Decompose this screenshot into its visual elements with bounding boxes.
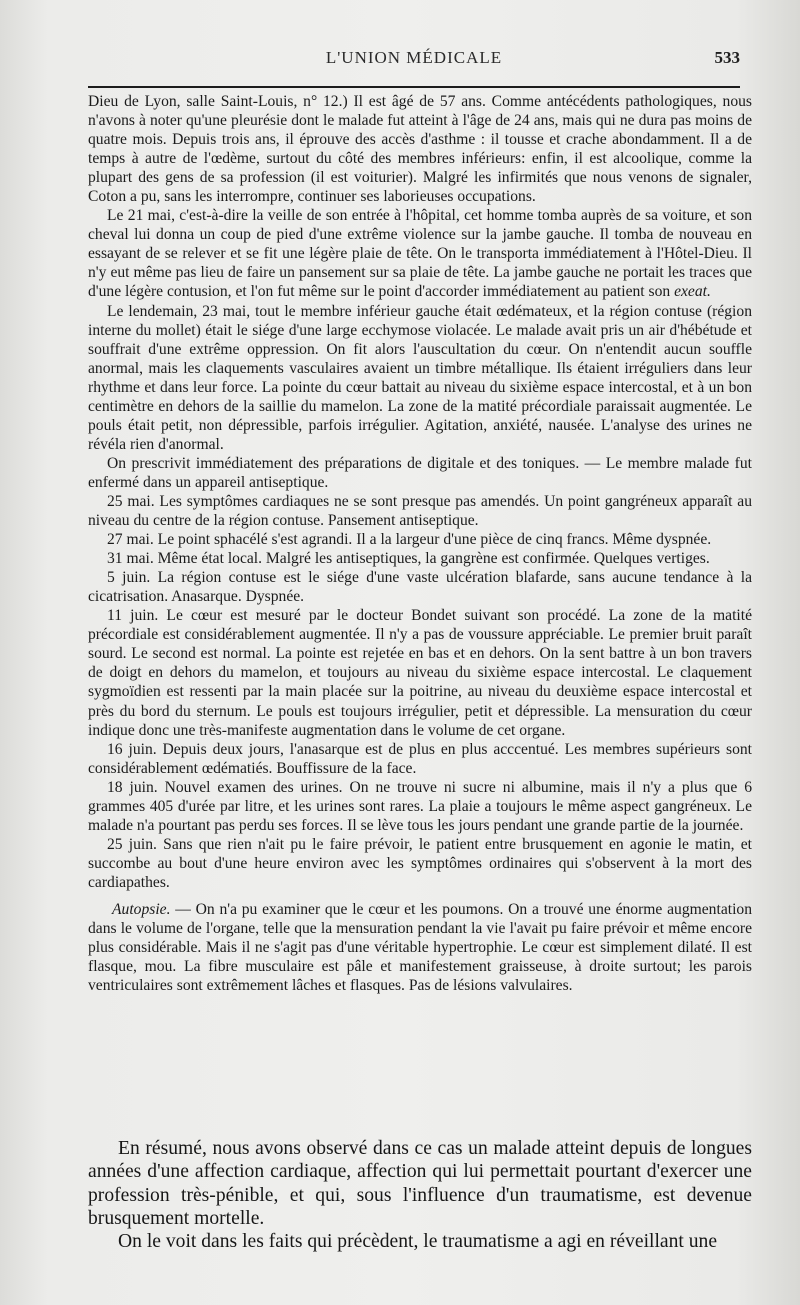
paragraph-may-31: 31 mai. Même état local. Malgré les antiseptiques, la gangrène est confirmée. Quelques vertiges. (107, 550, 710, 568)
paragraph-may-25: 25 mai. Les symptômes cardiaques ne se sont presque pas amendés. Un point gangréneux apparaît au niveau du centre de la région contuse. Pansement antiseptique. (88, 492, 752, 530)
summary-section (88, 1137, 752, 1253)
paragraph-june-16: 16 juin. Depuis deux jours, l'anasarque est de plus en plus acccentué. Les membres supérieurs sont considérablement œdématiés. Bouffissure de la face. (88, 740, 752, 777)
header-rule (88, 86, 740, 88)
paragraph-may-23: Le lendemain, 23 mai, tout le membre inférieur gauche était œdémateux, et la région contuse (région interne du mollet) était le siége d'une large ecchymose violacée. Le malade avait pris un air d'hébétude et souffrait d'une extrême oppression. On fit alors l'auscultation du cœur. On n'entendit aucun souffle anormal, mais les claquements vasculaires avaient un timbre métallique. Ils étaient irréguliers dans leur rhythme et dans leur force. La pointe du cœur battait au niveau du sixième espace intercostal, et à un bon centimètre en dehors de la saillie du mamelon. La zone de la matité précordiale paraissait augmentée. Le pouls était petit, non dépressible, parfois irrégulier. Agitation, anxiété, nausée. L'analyse des urines ne révéla rien d'anormal. (88, 302, 752, 453)
paragraph-treatment: On prescrivit immédiatement des préparations de digitale et des toniques. — Le membre malade fut enfermé dans un appareil antiseptique. (88, 454, 752, 491)
paragraph-june-18: 18 juin. Nouvel examen des urines. On ne trouve ni sucre ni albumine, mais il n'y a plus que 6 grammes 405 d'urée par litre, et les urines sont rares. La plaie a toujours le même aspect gangréneux. Le malade n'a pourtant pas perdu ses forces. Il se lève tous les jours pendant une grande partie de la journée. (88, 778, 752, 834)
summary-paragraph-resume: En résumé, nous avons observé dans ce cas un malade atteint depuis de longues années d'une affection cardiaque, affection qui lui permettait pourtant d'exercer une profession très-pénible, et qui, sous l'influence d'un traumatisme, est devenue brusquement mortelle. (88, 1138, 752, 1229)
paragraph-patient-history: Dieu de Lyon, salle Saint-Louis, n° 12.) Il est âgé de 57 ans. Comme antécédents pathologiques, nous n'avons à noter qu'une pleurésie dont le malade fut atteint à l'âge de 24 ans, mais qui ne dura pas moins de quatre mois. Depuis trois ans, il éprouve des accès d'asthme : il tousse et crache abondamment. Il a de temps à autre de l'œdème, surtout du côté des membres inférieurs: enfin, il est alcoolique, comme la plupart des gens de sa profession (il est voiturier). Malgré les infirmités que nous venons de signaler, Coton a pu, sans les interrompre, continuer ses laborieuses occupations. (88, 93, 752, 206)
paragraph-june-5: 5 juin. La région contuse est le siége d'une vaste ulcération blafarde, sans aucune tendance à la cicatrisation. Anasarque. Dyspnée. (88, 569, 752, 606)
page-header (88, 46, 740, 76)
autopsy-label: Autopsie. (112, 900, 171, 918)
paragraph-autopsy (88, 900, 752, 995)
running-title: L'UNION MÉDICALE (325, 48, 503, 67)
autopsy-text: — On n'a pu examiner que le cœur et les poumons. On a trouvé une énorme augmentation dans le volume de l'organe, telle que la mensuration pendant la vie l'avait pu faire prévoir et même encore plus considérable. Mais il ne s'agit pas d'une véritable hypertrophie. Le cœur est simplement dilaté. Il est flasque, mou. La fibre musculaire est pâle et manifestement graisseuse, à droite surtout; les parois ventriculaires sont extrêmement lâches et flasques. Pas de lésions valvulaires. (88, 900, 752, 995)
exeat-term: exeat. (674, 283, 711, 301)
page-number: 533 (714, 48, 740, 67)
paragraph-accident-text: Le 21 mai, c'est-à-dire la veille de son entrée à l'hôpital, cet homme tomba auprès de sa voiture, et son cheval lui donna un coup de pied d'une extrême violence sur la jambe gauche. Il tomba de nouveau en essayant de se relever et se fit une légère plaie de tête. On le transporta immédiatement à l'Hôtel-Dieu. Il n'y eut même pas lieu de faire un pansement sur sa plaie de tête. La jambe gauche ne portait les traces que d'une légère contusion, et l'on fut même sur le point d'accorder immédiatement au patient son (88, 207, 752, 301)
paragraph-accident (88, 206, 752, 301)
paragraph-june-11: 11 juin. Le cœur est mesuré par le docteur Bondet suivant son procédé. La zone de la matité précordiale est considérablement augmentée. Il n'y a pas de voussure appréciable. Le premier bruit paraît sourd. Le second est normal. La pointe est rejetée en bas et en dehors. On la sent battre à un bon travers de doigt en dehors du mamelon, et toujours au niveau du sixième espace intercostal. Le claquement sygmoïdien est ressenti par la main placée sur la poitrine, au niveau du deuxième espace intercostal et près du bord du sternum. Le pouls est toujours irrégulier, petit et dépressible. La mensuration du cœur indique donc une très-manifeste augmentation dans le volume de cet organe. (88, 607, 752, 739)
paragraph-may-27: 27 mai. Le point sphacélé s'est agrandi. Il a la largeur d'une pièce de cinq francs. Même dyspnée. (107, 531, 712, 549)
case-report-body (88, 92, 752, 995)
summary-paragraph-trauma: On le voit dans les faits qui précèdent, le traumatisme a agi en réveillant une (118, 1231, 718, 1253)
paragraph-june-25: 25 juin. Sans que rien n'ait pu le faire prévoir, le patient entre brusquement en agonie le matin, et succombe au bout d'une heure environ avec les symptômes ordinaires qui s'observent à la mort des cardiapathes. (88, 835, 752, 891)
